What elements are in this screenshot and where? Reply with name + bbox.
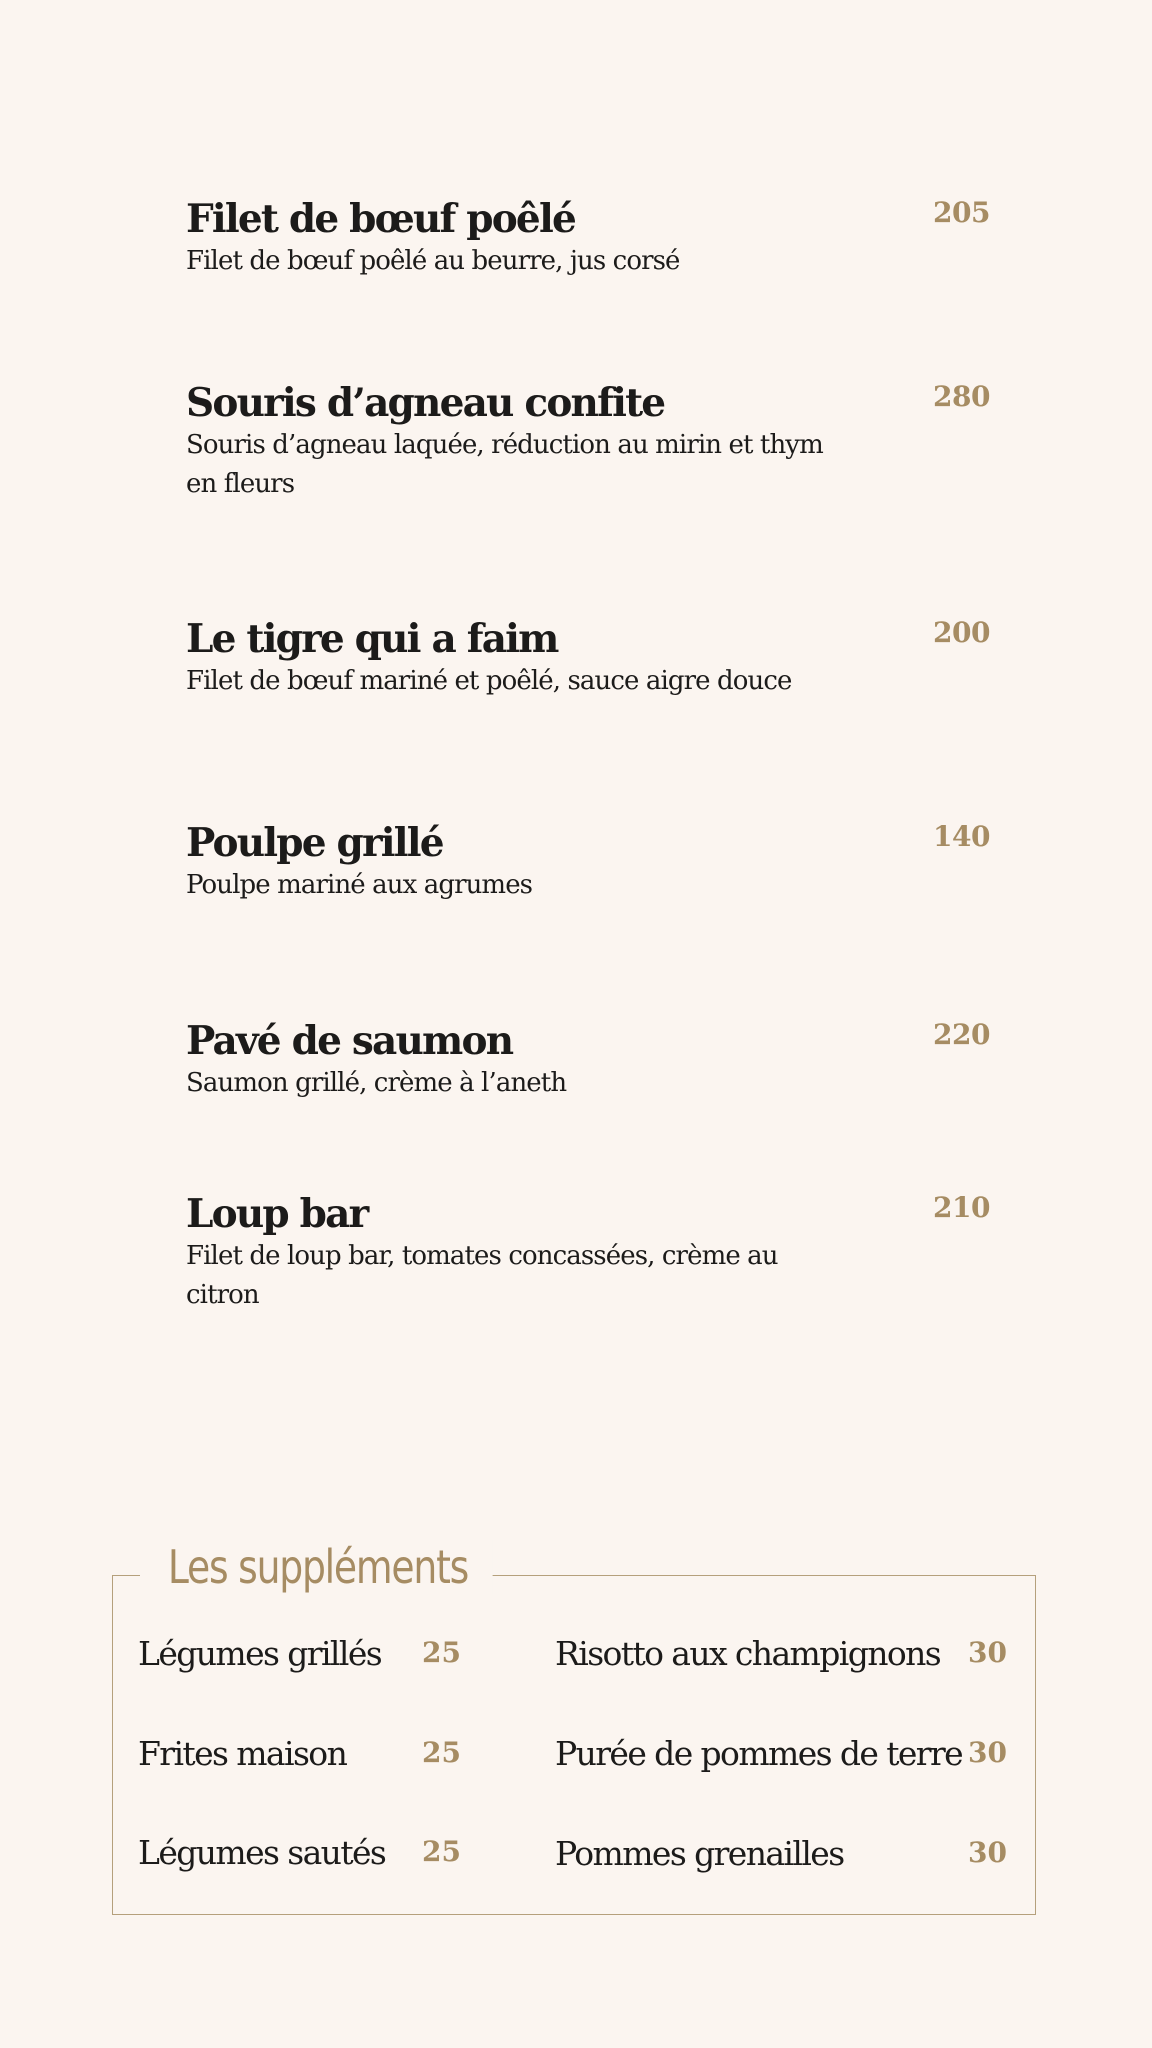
dish-description: Filet de bœuf poêlé au beurre, jus corsé <box>186 246 680 276</box>
dish-name: Pavé de saumon <box>186 1018 513 1064</box>
dish-description: Poulpe mariné aux agrumes <box>186 870 533 900</box>
menu-item <box>186 1018 990 1103</box>
dish-name: Filet de bœuf poêlé <box>186 196 575 242</box>
supplement-price: 25 <box>422 1835 461 1868</box>
dish-price: 280 <box>933 380 990 413</box>
supplement-price: 30 <box>968 1836 1007 1869</box>
dish-description: Filet de loup bar, tomates concassées, crème au citron <box>186 1241 778 1310</box>
dish-name: Loup bar <box>186 1191 368 1237</box>
menu-item <box>186 1191 990 1315</box>
supplement-name: Frites maison <box>138 1734 347 1773</box>
menu-item <box>186 616 990 701</box>
dish-price: 140 <box>933 820 990 853</box>
supplement-price: 25 <box>422 1636 461 1669</box>
menu-item <box>186 196 990 281</box>
supplement-price: 30 <box>968 1736 1007 1769</box>
dish-price: 220 <box>933 1018 990 1051</box>
menu-item <box>186 820 990 905</box>
supplement-name: Risotto aux champignons <box>555 1634 941 1673</box>
supplement-price: 25 <box>422 1736 461 1769</box>
dish-name: Poulpe grillé <box>186 820 443 866</box>
supplement-name: Purée de pommes de terre <box>555 1734 963 1773</box>
dish-description: Souris d’agneau laquée, réduction au mirin et thym en fleurs <box>186 430 823 499</box>
dish-name: Le tigre qui a faim <box>186 616 558 662</box>
dish-description: Saumon grillé, crème à l’aneth <box>186 1068 567 1098</box>
supplement-price: 30 <box>968 1636 1007 1669</box>
supplement-name: Légumes sautés <box>138 1833 386 1872</box>
dish-description: Filet de bœuf mariné et poêlé, sauce aigre douce <box>186 666 792 696</box>
menu-item <box>186 380 990 504</box>
dish-price: 205 <box>933 196 990 229</box>
dish-name: Souris d’agneau confite <box>186 380 665 426</box>
dish-price: 210 <box>933 1191 990 1224</box>
dish-price: 200 <box>933 616 990 649</box>
supplements-title: Les suppléments <box>140 1540 493 1594</box>
supplement-name: Pommes grenailles <box>555 1834 844 1873</box>
supplement-name: Légumes grillés <box>138 1634 382 1673</box>
